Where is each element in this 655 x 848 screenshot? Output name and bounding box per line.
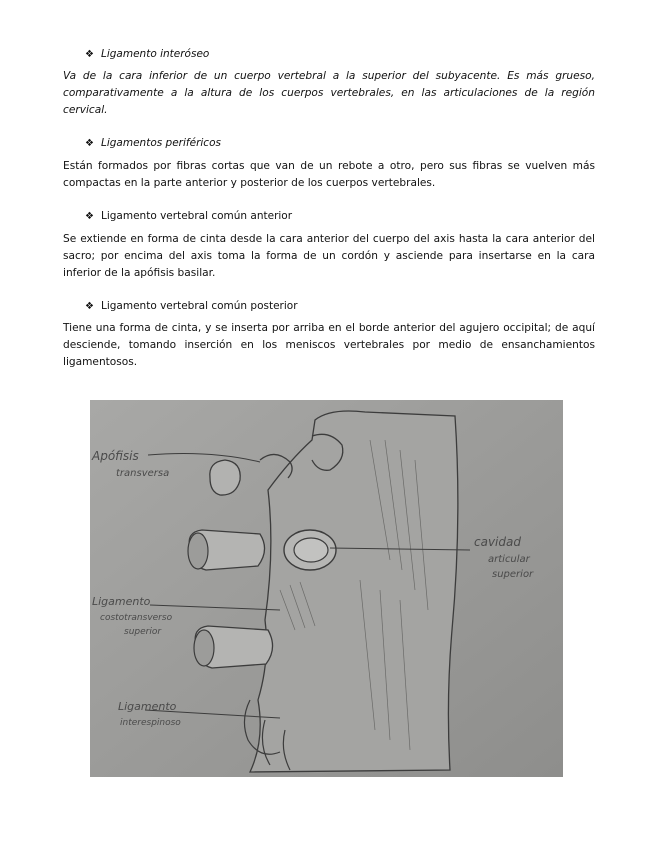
label-apofisis-line2: transversa bbox=[116, 468, 170, 479]
heading-text: Ligamentos periféricos bbox=[101, 137, 221, 149]
label-cavidad-line2: articular bbox=[488, 554, 530, 565]
heading-text: Ligamento vertebral común anterior bbox=[101, 210, 293, 222]
section-paragraph-3: Se extiende en forma de cinta desde la cara anterior del cuerpo del axis hasta la cara anterior del sacro; por encima del axis toma la forma de un cordón y asciende para insertarse en la cara inferior de la apófisis basilar. bbox=[63, 233, 595, 279]
diamond-bullet-icon: ❖ bbox=[85, 301, 94, 312]
heading-text: Ligamento vertebral común posterior bbox=[101, 300, 298, 312]
diamond-bullet-icon: ❖ bbox=[85, 138, 94, 149]
label-ligcosto-line1: Ligamento bbox=[92, 595, 151, 608]
section-paragraph-1: Va de la cara inferior de un cuerpo vertebral a la superior del subyacente. Es más grueso, comparativamente a la altura de los cuerpos vertebrales, en las articulaciones de la región cervical. bbox=[63, 70, 595, 116]
process-end-lower bbox=[194, 630, 214, 666]
section-heading-4 bbox=[85, 299, 298, 314]
label-cavidad-line1: cavidad bbox=[474, 535, 521, 549]
section-heading-2 bbox=[85, 136, 221, 151]
label-ligint-line1: Ligamento bbox=[118, 700, 177, 713]
transverse-process-upper bbox=[210, 460, 240, 495]
section-heading-3 bbox=[85, 209, 292, 224]
label-apofisis-line1: Apófisis bbox=[92, 449, 139, 463]
articular-facet-inner bbox=[294, 538, 328, 562]
diamond-bullet-icon: ❖ bbox=[85, 49, 94, 60]
section-paragraph-4: Tiene una forma de cinta, y se inserta por arriba en el borde anterior del agujero occipital; de aquí desciende, tomando inserción en los meniscos vertebrales por medio de ensanchamientos ligamentosos. bbox=[63, 322, 595, 368]
vertebra-sketch bbox=[90, 400, 563, 777]
section-paragraph-2: Están formados por fibras cortas que van de un rebote a otro, pero sus fibras se vuelven más compactas en la parte anterior y posterior de los cuerpos vertebrales. bbox=[63, 160, 595, 189]
label-ligcosto-line2: costotransverso bbox=[100, 613, 173, 623]
section-heading-1 bbox=[85, 47, 209, 62]
heading-text: Ligamento interóseo bbox=[101, 48, 210, 60]
vertebra-drawing-photo bbox=[90, 400, 563, 777]
label-ligcosto-line3: superior bbox=[124, 627, 162, 637]
label-cavidad-line3: superior bbox=[492, 569, 534, 580]
diamond-bullet-icon: ❖ bbox=[85, 211, 94, 222]
label-ligint-line2: interespinoso bbox=[120, 718, 181, 728]
process-end-upper bbox=[188, 533, 208, 569]
